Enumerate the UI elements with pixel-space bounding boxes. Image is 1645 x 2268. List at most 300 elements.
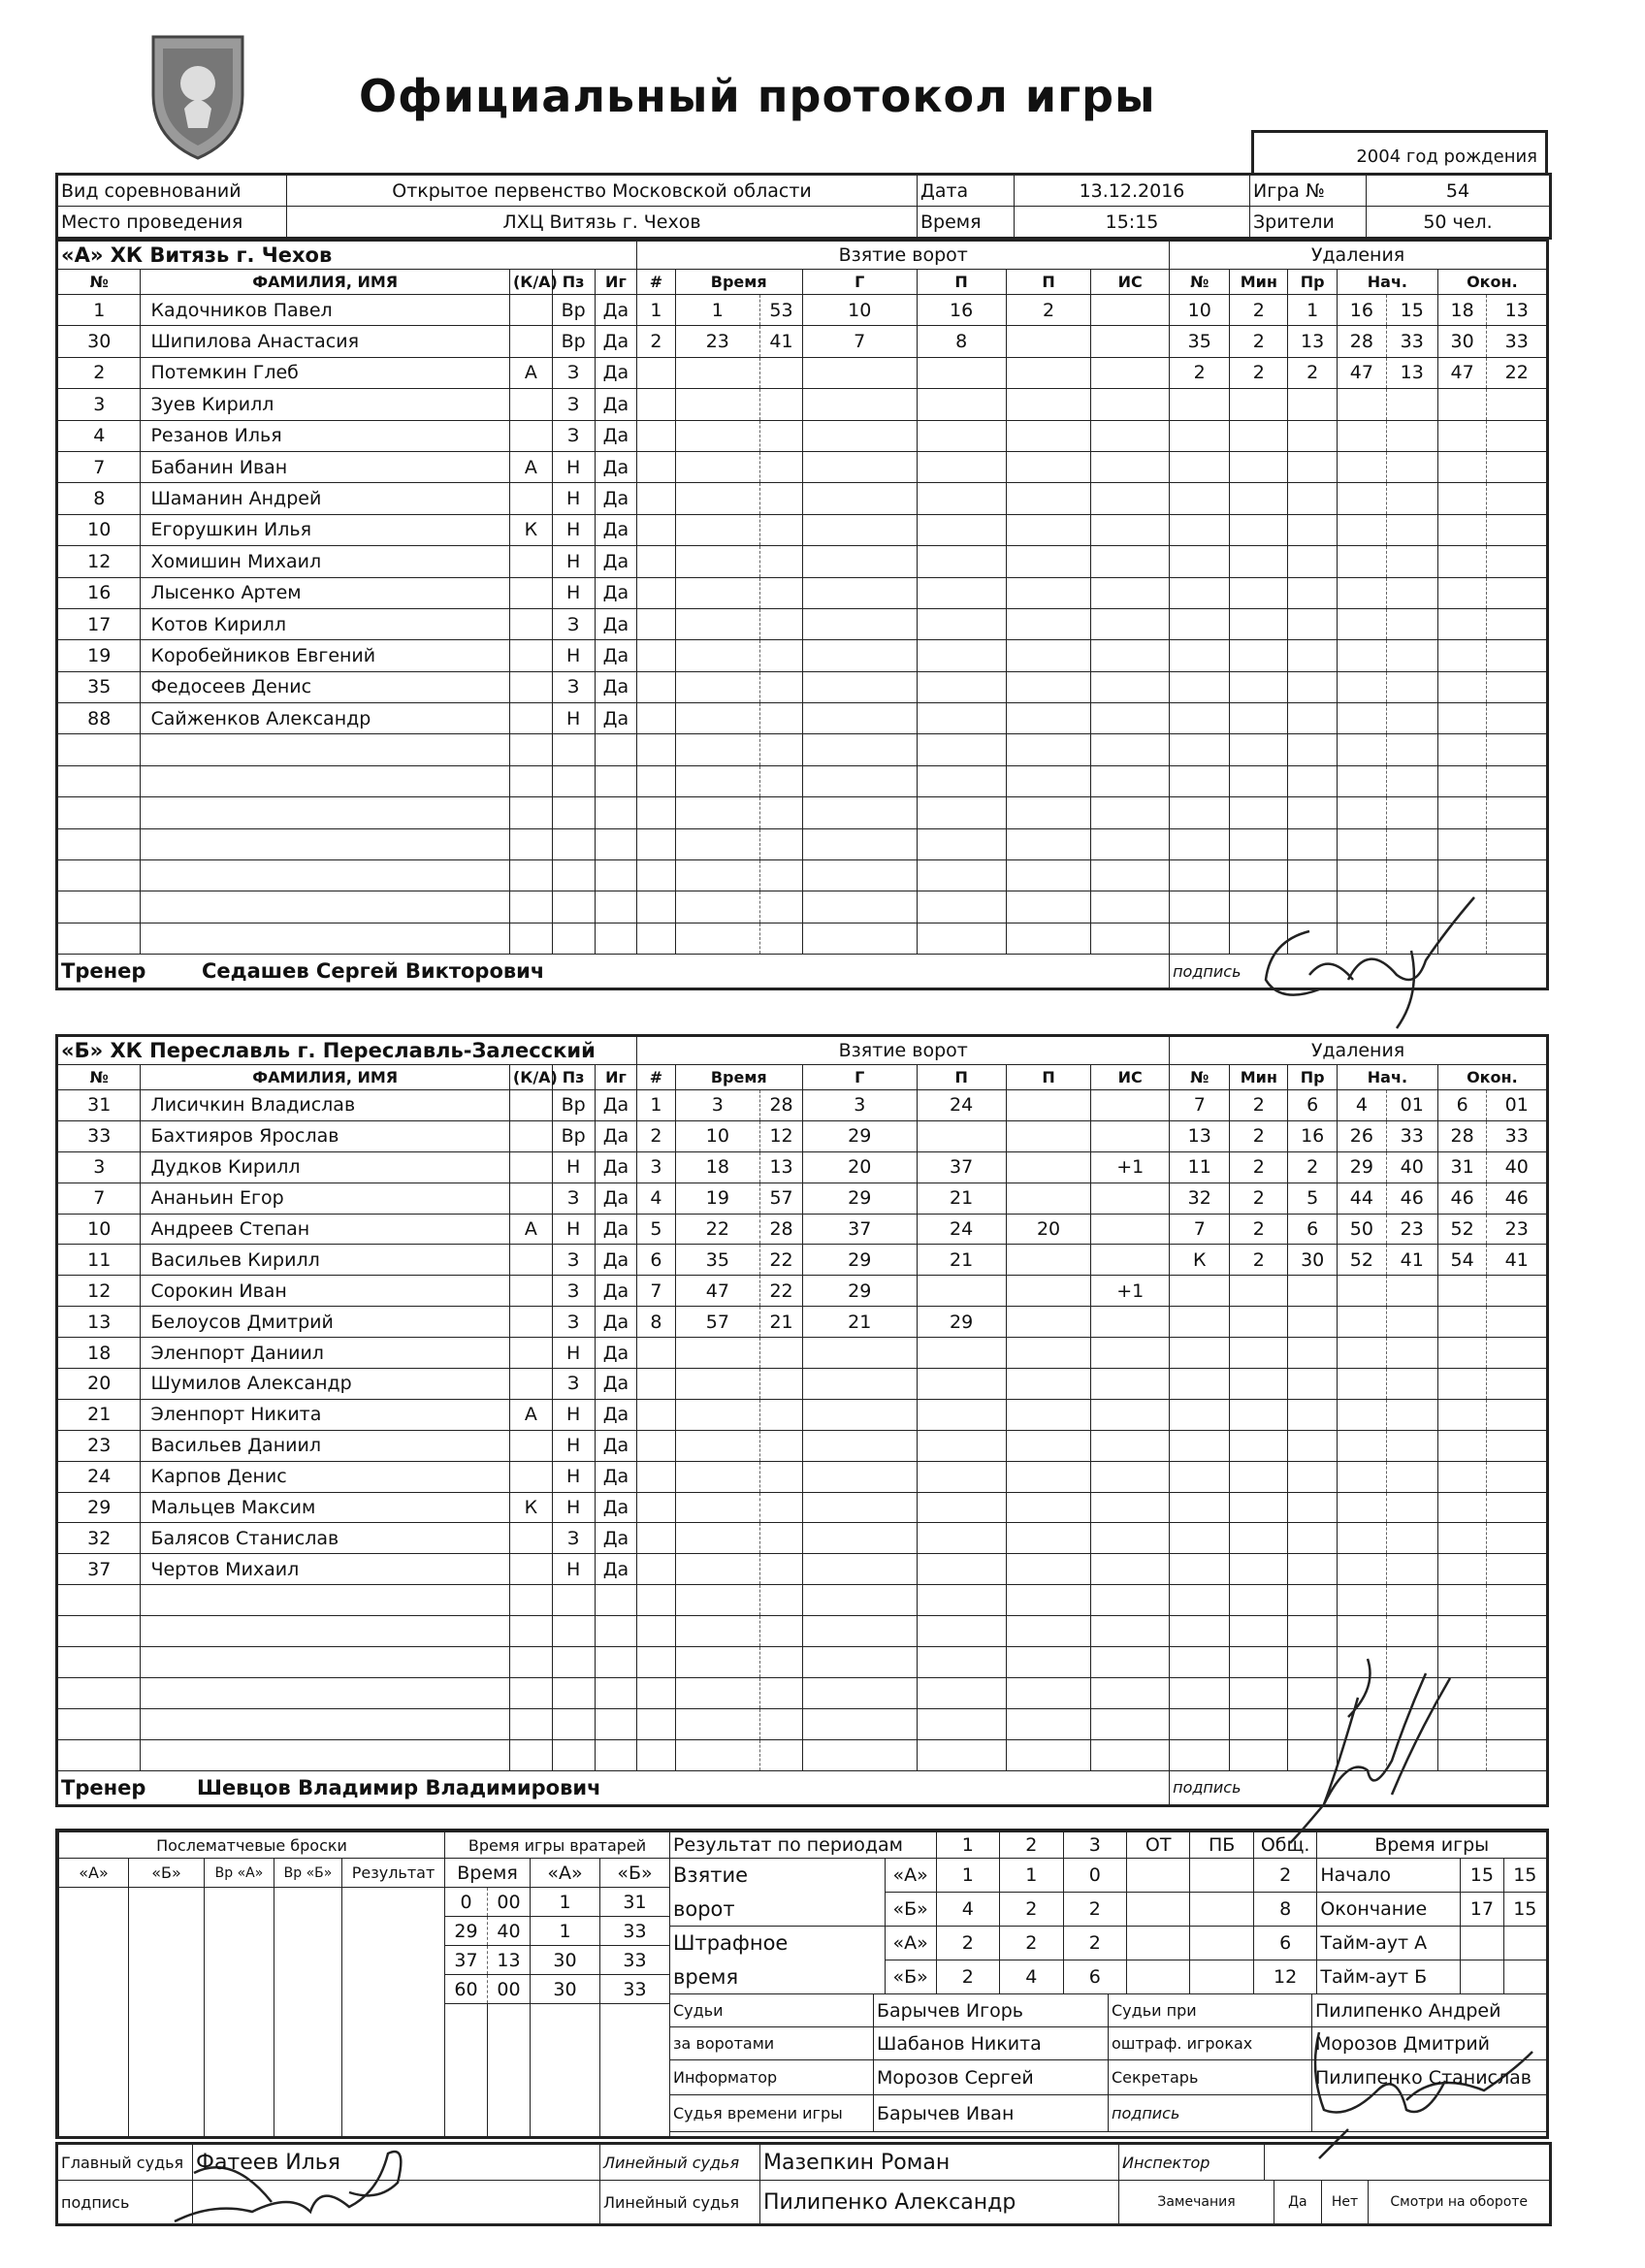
penalty-number	[1170, 640, 1230, 671]
penalty-start-sec	[1386, 1523, 1437, 1554]
goal-number	[637, 546, 675, 577]
goal-number	[637, 1369, 675, 1400]
teamA-col-played: Иг	[595, 270, 637, 295]
player-position: Н	[552, 483, 595, 514]
penalty-number	[1170, 1616, 1230, 1647]
goal-number	[637, 1585, 675, 1616]
penalty-start-sec: 33	[1386, 326, 1437, 357]
player-position	[552, 734, 595, 765]
player-position: З	[552, 389, 595, 420]
penalty-start-min	[1338, 1338, 1387, 1369]
coach-name: Шевцов Владимир Владимирович	[197, 1775, 601, 1799]
goal-assist-1	[917, 546, 1006, 577]
goalie-b-number: 33	[600, 1917, 670, 1946]
goal-minute	[675, 828, 760, 859]
competition-label: Вид соревнований	[57, 175, 287, 207]
goal-assist-1	[917, 1369, 1006, 1400]
penalty-end-min	[1437, 420, 1487, 451]
goal-minute	[675, 1492, 760, 1523]
penalty-end-min	[1437, 1492, 1487, 1523]
teamB-col-position: Пз	[552, 1065, 595, 1090]
teamA-col-pen-start: Нач.	[1338, 270, 1438, 295]
goal-minute	[675, 1739, 760, 1770]
goal-assist-1	[917, 828, 1006, 859]
goal-assist-1	[917, 514, 1006, 545]
goal-strength	[1091, 1338, 1170, 1369]
penalty-judge-2: Морозов Дмитрий	[1312, 2027, 1548, 2060]
goal-assist-2	[1006, 1492, 1091, 1523]
player-number	[57, 828, 141, 859]
penalty-end-min: 46	[1437, 1183, 1487, 1214]
shootout-col-gk-b: Вр «Б»	[274, 1859, 342, 1888]
teamB-col-captain: (К/А)	[509, 1065, 552, 1090]
goal-strength	[1091, 797, 1170, 828]
goalie-b-number: 33	[600, 1946, 670, 1975]
player-captain-mark	[509, 577, 552, 608]
goal-assist-1	[917, 608, 1006, 639]
table-row	[57, 546, 1548, 577]
penalty-start-min: 4	[1338, 1090, 1387, 1121]
player-played: Да	[595, 671, 637, 702]
goal-number: 8	[637, 1307, 675, 1338]
player-played: Да	[595, 420, 637, 451]
penalty-end-sec: 33	[1487, 326, 1548, 357]
penalty-minutes	[1230, 1430, 1288, 1461]
timekeeper-name: Барычев Иван	[874, 2095, 1109, 2132]
goal-scorer	[802, 797, 917, 828]
penalty-minutes: 2	[1230, 1214, 1288, 1245]
player-name: Шумилов Александр	[141, 1369, 509, 1400]
penalty-start-min	[1338, 1461, 1387, 1492]
goal-assist-1	[917, 389, 1006, 420]
period-value: 8	[1253, 1893, 1316, 1927]
game-time-minute	[1503, 1927, 1546, 1960]
goal-second	[760, 860, 803, 891]
player-name	[141, 1677, 509, 1708]
goal-assist-1	[917, 1338, 1006, 1369]
penalty-start-sec: 15	[1386, 295, 1437, 326]
player-captain-mark	[509, 420, 552, 451]
player-captain-mark	[509, 1120, 552, 1151]
goal-assist-1	[917, 1647, 1006, 1678]
period-value: 2	[1253, 1859, 1316, 1893]
goal-number	[637, 1554, 675, 1585]
goalie-a-number: 30	[531, 1946, 600, 1975]
player-number: 24	[57, 1461, 141, 1492]
table-row	[57, 1214, 1548, 1245]
penalty-end-sec	[1487, 420, 1548, 451]
player-captain-mark: А	[509, 357, 552, 388]
main-referee-label: Главный судья	[57, 2144, 193, 2181]
goal-second: 28	[760, 1090, 803, 1121]
goal-number	[637, 1677, 675, 1708]
player-played: Да	[595, 1554, 637, 1585]
goal-strength	[1091, 1120, 1170, 1151]
penalty-reason: 2	[1288, 357, 1338, 388]
penalty-end-min	[1437, 1554, 1487, 1585]
penalty-end-min	[1437, 734, 1487, 765]
penalty-end-min	[1437, 577, 1487, 608]
goal-assist-1	[917, 1120, 1006, 1151]
penalty-start-sec	[1386, 671, 1437, 702]
goal-minute	[675, 483, 760, 514]
penalty-minutes: 2	[1230, 1151, 1288, 1183]
player-number: 2	[57, 357, 141, 388]
period-row-team: «Б»	[885, 1893, 936, 1927]
player-captain-mark	[509, 828, 552, 859]
penalty-number: 32	[1170, 1183, 1230, 1214]
period-col-total: Общ.	[1253, 1832, 1316, 1859]
table-row	[57, 1276, 1548, 1307]
goal-minute	[675, 1338, 760, 1369]
player-position: Вр	[552, 295, 595, 326]
penalty-start-sec: 01	[1386, 1090, 1437, 1121]
teamA-col-goal-scorer: Г	[802, 270, 917, 295]
goalie-time-row	[445, 1946, 670, 1975]
goal-assist-2	[1006, 891, 1091, 923]
goal-minute	[675, 1616, 760, 1647]
period-value: 4	[1000, 1960, 1063, 1994]
goal-second	[760, 1708, 803, 1739]
penalty-minutes	[1230, 1492, 1288, 1523]
player-number: 4	[57, 420, 141, 451]
penalty-reason	[1288, 765, 1338, 796]
player-name	[141, 765, 509, 796]
penalty-start-min	[1338, 640, 1387, 671]
line-referee-1: Мазепкин Роман	[760, 2144, 1119, 2181]
period-row	[670, 1960, 1547, 1994]
period-value: 2	[1000, 1893, 1063, 1927]
penalty-number	[1170, 923, 1230, 954]
player-position: Н	[552, 1492, 595, 1523]
penalty-number	[1170, 420, 1230, 451]
goal-second	[760, 357, 803, 388]
penalty-number	[1170, 1554, 1230, 1585]
penalty-minutes	[1230, 1585, 1288, 1616]
penalty-number	[1170, 1276, 1230, 1307]
goal-number	[637, 734, 675, 765]
period-row	[670, 1893, 1547, 1927]
player-name	[141, 1585, 509, 1616]
goal-assist-2	[1006, 451, 1091, 482]
penalty-end-sec	[1487, 765, 1548, 796]
player-name: Мальцев Максим	[141, 1492, 509, 1523]
penalty-number	[1170, 1585, 1230, 1616]
goal-strength	[1091, 1739, 1170, 1770]
goal-number	[637, 608, 675, 639]
penalty-minutes	[1230, 1461, 1288, 1492]
penalty-start-min	[1338, 389, 1387, 420]
goal-assist-2	[1006, 1276, 1091, 1307]
penalty-number	[1170, 577, 1230, 608]
goal-assist-2	[1006, 1090, 1091, 1121]
player-captain-mark	[509, 483, 552, 514]
player-played: Да	[595, 1183, 637, 1214]
remarks-no: Нет	[1321, 2181, 1369, 2223]
penalty-start-sec	[1386, 703, 1437, 734]
player-name	[141, 860, 509, 891]
line-referee-label-2: Линейный судья	[600, 2181, 760, 2225]
penalty-number	[1170, 546, 1230, 577]
goal-scorer	[802, 1430, 917, 1461]
player-position	[552, 1677, 595, 1708]
penalty-end-sec	[1487, 451, 1548, 482]
player-name	[141, 797, 509, 828]
player-played: Да	[595, 1151, 637, 1183]
teamB-coach-cell	[57, 1770, 1170, 1805]
shootout-col-gk-a: Вр «А»	[205, 1859, 274, 1888]
goal-assist-2	[1006, 1708, 1091, 1739]
teamB-col-goal-time: Время	[675, 1065, 802, 1090]
teamA-col-name: ФАМИЛИЯ, ИМЯ	[141, 270, 509, 295]
teamA-goals-title: Взятие ворот	[637, 241, 1170, 270]
player-number: 10	[57, 514, 141, 545]
penalty-start-sec	[1386, 1399, 1437, 1430]
penalty-minutes	[1230, 1369, 1288, 1400]
goal-second	[760, 1647, 803, 1678]
table-row	[57, 389, 1548, 420]
goal-number	[637, 420, 675, 451]
goal-second	[760, 577, 803, 608]
table-row	[57, 1430, 1548, 1461]
goal-number	[637, 577, 675, 608]
penalty-number: 7	[1170, 1090, 1230, 1121]
goal-strength	[1091, 1708, 1170, 1739]
table-row	[57, 451, 1548, 482]
player-played: Да	[595, 389, 637, 420]
goal-scorer: 29	[802, 1120, 917, 1151]
penalty-end-sec	[1487, 923, 1548, 954]
table-row	[57, 1151, 1548, 1183]
player-played: Да	[595, 357, 637, 388]
player-number: 7	[57, 1183, 141, 1214]
goal-minute	[675, 608, 760, 639]
player-name: Резанов Илья	[141, 420, 509, 451]
goal-assist-1	[917, 734, 1006, 765]
player-position: Н	[552, 546, 595, 577]
player-played: Да	[595, 703, 637, 734]
goal-assist-2	[1006, 514, 1091, 545]
goal-minute	[675, 734, 760, 765]
goal-strength	[1091, 1183, 1170, 1214]
player-captain-mark	[509, 295, 552, 326]
player-captain-mark: К	[509, 514, 552, 545]
penalty-end-sec: 01	[1487, 1090, 1548, 1121]
main-referee-name: Фатеев Илья	[193, 2144, 600, 2181]
spectators-label: Зрители	[1250, 207, 1367, 239]
player-played: Да	[595, 640, 637, 671]
goal-strength	[1091, 295, 1170, 326]
penalty-start-min	[1338, 1369, 1387, 1400]
penalty-reason	[1288, 1461, 1338, 1492]
goal-judges-label: Судьи	[670, 1994, 874, 2027]
penalty-start-sec: 40	[1386, 1151, 1437, 1183]
penalty-end-min	[1437, 1399, 1487, 1430]
goal-assist-2	[1006, 923, 1091, 954]
goal-second	[760, 1739, 803, 1770]
player-played	[595, 1708, 637, 1739]
player-captain-mark	[509, 1616, 552, 1647]
player-number: 17	[57, 608, 141, 639]
goal-assist-1: 37	[917, 1151, 1006, 1183]
coach-label: Тренер	[61, 959, 146, 984]
player-number	[57, 1708, 141, 1739]
goal-second	[760, 1523, 803, 1554]
player-captain-mark	[509, 671, 552, 702]
goal-assist-2	[1006, 1616, 1091, 1647]
goal-minute	[675, 1554, 760, 1585]
goal-assist-1	[917, 1430, 1006, 1461]
penalty-start-sec	[1386, 1554, 1437, 1585]
penalty-number	[1170, 1647, 1230, 1678]
penalty-end-sec	[1487, 608, 1548, 639]
teamA-col-pen-min: Мин	[1230, 270, 1288, 295]
penalty-number: К	[1170, 1245, 1230, 1276]
player-captain-mark	[509, 1677, 552, 1708]
penalty-start-sec	[1386, 828, 1437, 859]
goal-assist-2	[1006, 1399, 1091, 1430]
penalty-minutes	[1230, 1399, 1288, 1430]
goal-minute	[675, 357, 760, 388]
penalty-number	[1170, 891, 1230, 923]
goal-assist-2	[1006, 1245, 1091, 1276]
period-row-team: «Б»	[885, 1960, 936, 1994]
table-row	[57, 326, 1548, 357]
penalty-reason: 16	[1288, 1120, 1338, 1151]
goalie-b-number: 33	[600, 1975, 670, 2004]
goalie-minute: 0	[445, 1888, 488, 1917]
goal-number: 4	[637, 1183, 675, 1214]
player-position	[552, 797, 595, 828]
player-number: 23	[57, 1430, 141, 1461]
player-name	[141, 828, 509, 859]
player-name: Котов Кирилл	[141, 608, 509, 639]
teamB-col-assist-2: П	[1006, 1065, 1091, 1090]
penalty-start-min	[1338, 608, 1387, 639]
player-played	[595, 860, 637, 891]
penalty-minutes	[1230, 1616, 1288, 1647]
teamB-col-pen-end: Окон.	[1437, 1065, 1547, 1090]
birth-year: 2004 год рождения	[1251, 130, 1548, 173]
goal-number	[637, 389, 675, 420]
player-played: Да	[595, 1338, 637, 1369]
goal-assist-1	[917, 420, 1006, 451]
penalty-end-sec	[1487, 483, 1548, 514]
penalty-reason	[1288, 451, 1338, 482]
penalty-start-min	[1338, 1492, 1387, 1523]
goal-assist-2	[1006, 357, 1091, 388]
player-played: Да	[595, 1399, 637, 1430]
goal-number	[637, 1523, 675, 1554]
goal-scorer: 29	[802, 1276, 917, 1307]
goal-minute	[675, 1461, 760, 1492]
goal-scorer	[802, 703, 917, 734]
player-number: 3	[57, 389, 141, 420]
player-position	[552, 828, 595, 859]
goal-second	[760, 1585, 803, 1616]
goal-second: 57	[760, 1183, 803, 1214]
player-number: 16	[57, 577, 141, 608]
player-captain-mark	[509, 1151, 552, 1183]
player-name: Ананьин Егор	[141, 1183, 509, 1214]
penalty-end-min	[1437, 797, 1487, 828]
penalty-end-sec	[1487, 1399, 1548, 1430]
player-name	[141, 1616, 509, 1647]
penalty-number	[1170, 1461, 1230, 1492]
player-name: Белоусов Дмитрий	[141, 1307, 509, 1338]
penalty-number	[1170, 860, 1230, 891]
penalty-reason	[1288, 420, 1338, 451]
player-played: Да	[595, 1461, 637, 1492]
goal-strength	[1091, 891, 1170, 923]
teamB-penalties-title: Удаления	[1170, 1036, 1548, 1065]
player-position	[552, 1647, 595, 1678]
goal-strength	[1091, 1307, 1170, 1338]
player-number	[57, 1677, 141, 1708]
penalty-end-sec	[1487, 1739, 1548, 1770]
penalty-end-sec	[1487, 797, 1548, 828]
goalie-time-row	[445, 1975, 670, 2004]
goal-minute: 57	[675, 1307, 760, 1338]
player-position	[552, 1739, 595, 1770]
penalty-reason	[1288, 1338, 1338, 1369]
coach-label: Тренер	[61, 1775, 146, 1799]
place-value: ЛХЦ Витязь г. Чехов	[287, 207, 918, 239]
period-col-so: ПБ	[1190, 1832, 1253, 1859]
game-time-minute	[1503, 1960, 1546, 1994]
penalty-end-min	[1437, 514, 1487, 545]
goal-minute: 22	[675, 1214, 760, 1245]
player-number	[57, 860, 141, 891]
penalty-number: 7	[1170, 1214, 1230, 1245]
goal-second	[760, 1677, 803, 1708]
goal-strength	[1091, 1214, 1170, 1245]
penalty-number	[1170, 1523, 1230, 1554]
table-row	[57, 1554, 1548, 1585]
period-value	[1126, 1960, 1189, 1994]
penalty-end-sec	[1487, 1616, 1548, 1647]
teamB-col-name: ФАМИЛИЯ, ИМЯ	[141, 1065, 509, 1090]
table-row	[57, 1585, 1548, 1616]
goal-strength	[1091, 1430, 1170, 1461]
goal-minute: 23	[675, 326, 760, 357]
player-position: Н	[552, 1151, 595, 1183]
penalty-start-min	[1338, 451, 1387, 482]
penalty-reason: 2	[1288, 1151, 1338, 1183]
table-row	[57, 734, 1548, 765]
goal-scorer	[802, 389, 917, 420]
penalty-number	[1170, 765, 1230, 796]
penalty-start-sec	[1386, 1369, 1437, 1400]
penalty-end-min: 54	[1437, 1245, 1487, 1276]
penalty-end-sec	[1487, 640, 1548, 671]
goal-number: 3	[637, 1151, 675, 1183]
penalty-end-sec	[1487, 1677, 1548, 1708]
penalty-end-sec	[1487, 1585, 1548, 1616]
player-captain-mark	[509, 1430, 552, 1461]
game-info-table	[55, 173, 1552, 240]
goal-minute	[675, 420, 760, 451]
penalty-start-min	[1338, 514, 1387, 545]
goal-minute: 10	[675, 1120, 760, 1151]
goal-second	[760, 1399, 803, 1430]
penalty-end-min	[1437, 1461, 1487, 1492]
goal-minute	[675, 891, 760, 923]
goal-minute	[675, 1369, 760, 1400]
goal-assist-2	[1006, 1183, 1091, 1214]
goal-minute	[675, 703, 760, 734]
goal-strength	[1091, 860, 1170, 891]
